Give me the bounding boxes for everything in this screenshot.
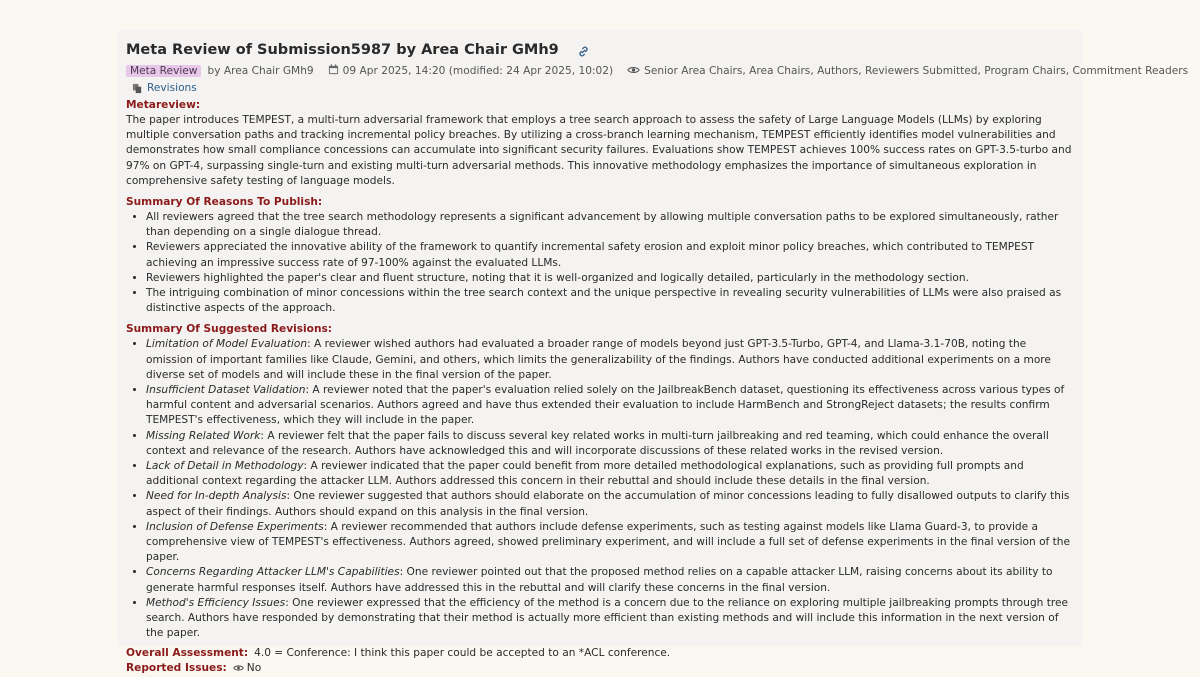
eye-icon bbox=[627, 65, 640, 78]
list-item: • Reviewers highlighted the paper's clear and fluent structure, noting that it is well-organized and logically detailed, particularly in the methodology section. bbox=[146, 271, 1074, 286]
revision-text: : A reviewer noted that the paper's evaluation relied solely on the JailbreakBench dataset, questioning its effectiveness across various types of harmful content and adversarial scenarios. Authors agreed and have thus extended their evaluation to include HarmBench and StrongReject datasets; the results confirm TEMPEST's effectiveness, which they will include in the paper. bbox=[146, 384, 1065, 427]
reported-value: No bbox=[246, 661, 262, 674]
reasons-label: Summary Of Reasons To Publish: bbox=[126, 196, 323, 209]
list-item bbox=[146, 520, 1074, 566]
meta-row bbox=[126, 63, 1189, 79]
assessment-value: 4.0 = Conference: I think this paper could be accepted to an *ACL conference. bbox=[254, 646, 671, 659]
list-item: • The intriguing combination of minor concessions within the tree search context and the unique perspective in revealing security vulnerabilities of LLMs were also praised as distinctive aspects of the approach. bbox=[146, 286, 1074, 316]
meta-review-badge: Meta Review bbox=[126, 65, 201, 77]
revision-title: Missing Related Work bbox=[146, 429, 261, 442]
overall-assessment-row bbox=[126, 646, 1074, 661]
meta-review-card bbox=[118, 30, 1189, 674]
link-icon[interactable] bbox=[577, 43, 591, 57]
revision-title: Insufficient Dataset Validation bbox=[146, 384, 306, 397]
revision-title: Need for In-depth Analysis bbox=[146, 490, 287, 503]
list-item bbox=[146, 459, 1074, 489]
revision-text: : A reviewer indicated that the paper could benefit from more detailed methodological explanations, such as providing full prompts and additional context regarding the attacker LLM. Authors addressed this concern in their rebuttal and should include these details in the final version. bbox=[146, 460, 1024, 488]
revision-title: Method's Efficiency Issues bbox=[146, 596, 286, 609]
revision-title: Inclusion of Defense Experiments bbox=[146, 520, 324, 533]
list-item bbox=[146, 596, 1074, 642]
reported-issues-row bbox=[126, 661, 1074, 677]
revision-title: Lack of Detail in Methodology bbox=[146, 460, 304, 473]
list-item bbox=[146, 489, 1074, 519]
assessment-label: Overall Assessment: bbox=[126, 646, 249, 659]
revision-title: Limitation of Model Evaluation bbox=[146, 338, 308, 351]
list-item: • All reviewers agreed that the tree search methodology represents a significant advancement by allowing multiple conversation paths to be explored simultaneously, rather than depending on a single dialogue thread. bbox=[146, 210, 1074, 240]
reasons-list bbox=[126, 210, 1074, 316]
list-item bbox=[146, 429, 1074, 459]
revision-text: : A reviewer felt that the paper fails to discuss several key related works in multi-turn jailbreaking and red teaming, which could enhance the overall context and relevance of the research. Authors have acknowledged this and will incorporate discussions of these related works in the revised version. bbox=[146, 429, 1049, 457]
revisions-row bbox=[126, 80, 1074, 96]
metareview-label: Metareview: bbox=[126, 99, 201, 111]
page-title: Meta Review of Submission5987 by Area Chair GMh9 bbox=[126, 42, 559, 58]
list-item bbox=[146, 565, 1074, 595]
list-item bbox=[146, 337, 1074, 383]
title-row bbox=[126, 40, 1074, 60]
list-item: • Reviewers appreciated the innovative ability of the framework to quantify incremental safety erosion and exploit minor policy breaches, which contributed to TEMPEST achieving an impressive success rate of 97-100% against the evaluated LLMs. bbox=[146, 240, 1074, 270]
revision-text: : One reviewer suggested that authors should elaborate on the accumulation of minor concessions leading to fully disallowed outputs to clarify this aspect of their findings. Authors should expand on this analysis in the final version. bbox=[146, 490, 1070, 518]
reported-label: Reported Issues: bbox=[126, 661, 227, 674]
eye-icon bbox=[233, 662, 244, 677]
date-label: 09 Apr 2025, 14:20 (modified: 24 Apr 2025, 10:02) bbox=[342, 65, 614, 77]
revisions-label: Summary Of Suggested Revisions: bbox=[126, 323, 333, 336]
readers-label: Senior Area Chairs, Area Chairs, Authors, Reviewers Submitted, Program Chairs, Commitment Readers bbox=[644, 65, 1189, 77]
list-item bbox=[146, 383, 1074, 429]
revision-title: Concerns Regarding Attacker LLM's Capabilities bbox=[146, 566, 400, 579]
calendar-icon bbox=[328, 64, 339, 78]
revision-text: : A reviewer wished authors had evaluated a broader range of models beyond just GPT-3.5-Turbo, GPT-4, and Llama-3.1-70B, noting the omission of important families like Claude, Gemini, and others, which limits the generalizability of the findings. Authors have conducted additional experiments on a more diverse set of models and will include these in the final version of the paper. bbox=[146, 338, 1051, 381]
author-label: by Area Chair GMh9 bbox=[207, 65, 314, 77]
revisions-link[interactable]: Revisions bbox=[147, 82, 197, 94]
revision-text: : A reviewer recommended that authors include defense experiments, such as testing against models like Llama Guard-3, to provide a comprehensive view of TEMPEST's effectiveness. Authors agreed, showed preliminary experiment, and will include a full set of defense experiments in the final version of the paper. bbox=[146, 520, 1071, 564]
revision-text: : One reviewer pointed out that the proposed method relies on a capable attacker LLM, raising concerns about its ability to generate harmful responses itself. Authors have addressed this in the rebuttal and will clarify these concerns in the final version. bbox=[146, 566, 1053, 594]
metareview-text: The paper introduces TEMPEST, a multi-turn adversarial framework that employs a tree search approach to assess the safety of Large Language Models (LLMs) by exploring multiple conversation paths and tracking incremental policy breaches. By utilizing a cross-branch learning mechanism, TEMPEST efficiently identifies model vulnerabilities and demonstrates how small compliance concessions can accumulate into significant security failures. Evaluations show TEMPEST achieves 100% success rates on GPT-3.5-turbo and 97% on GPT-4, surpassing single-turn and existing multi-turn adversarial methods. This innovative methodology emphasizes the importance of simultaneous exploration in comprehensive safety testing of language models. bbox=[126, 114, 1072, 187]
revisions-list bbox=[126, 337, 1074, 641]
revision-text: : One reviewer expressed that the efficiency of the method is a concern due to the reliance on exploring multiple jailbreaking prompts through tree search. Authors have responded by demonstrating that their method is actually more efficient than existing methods and will include this information in the next version of the paper. bbox=[146, 596, 1069, 640]
revisions-icon bbox=[132, 83, 143, 94]
